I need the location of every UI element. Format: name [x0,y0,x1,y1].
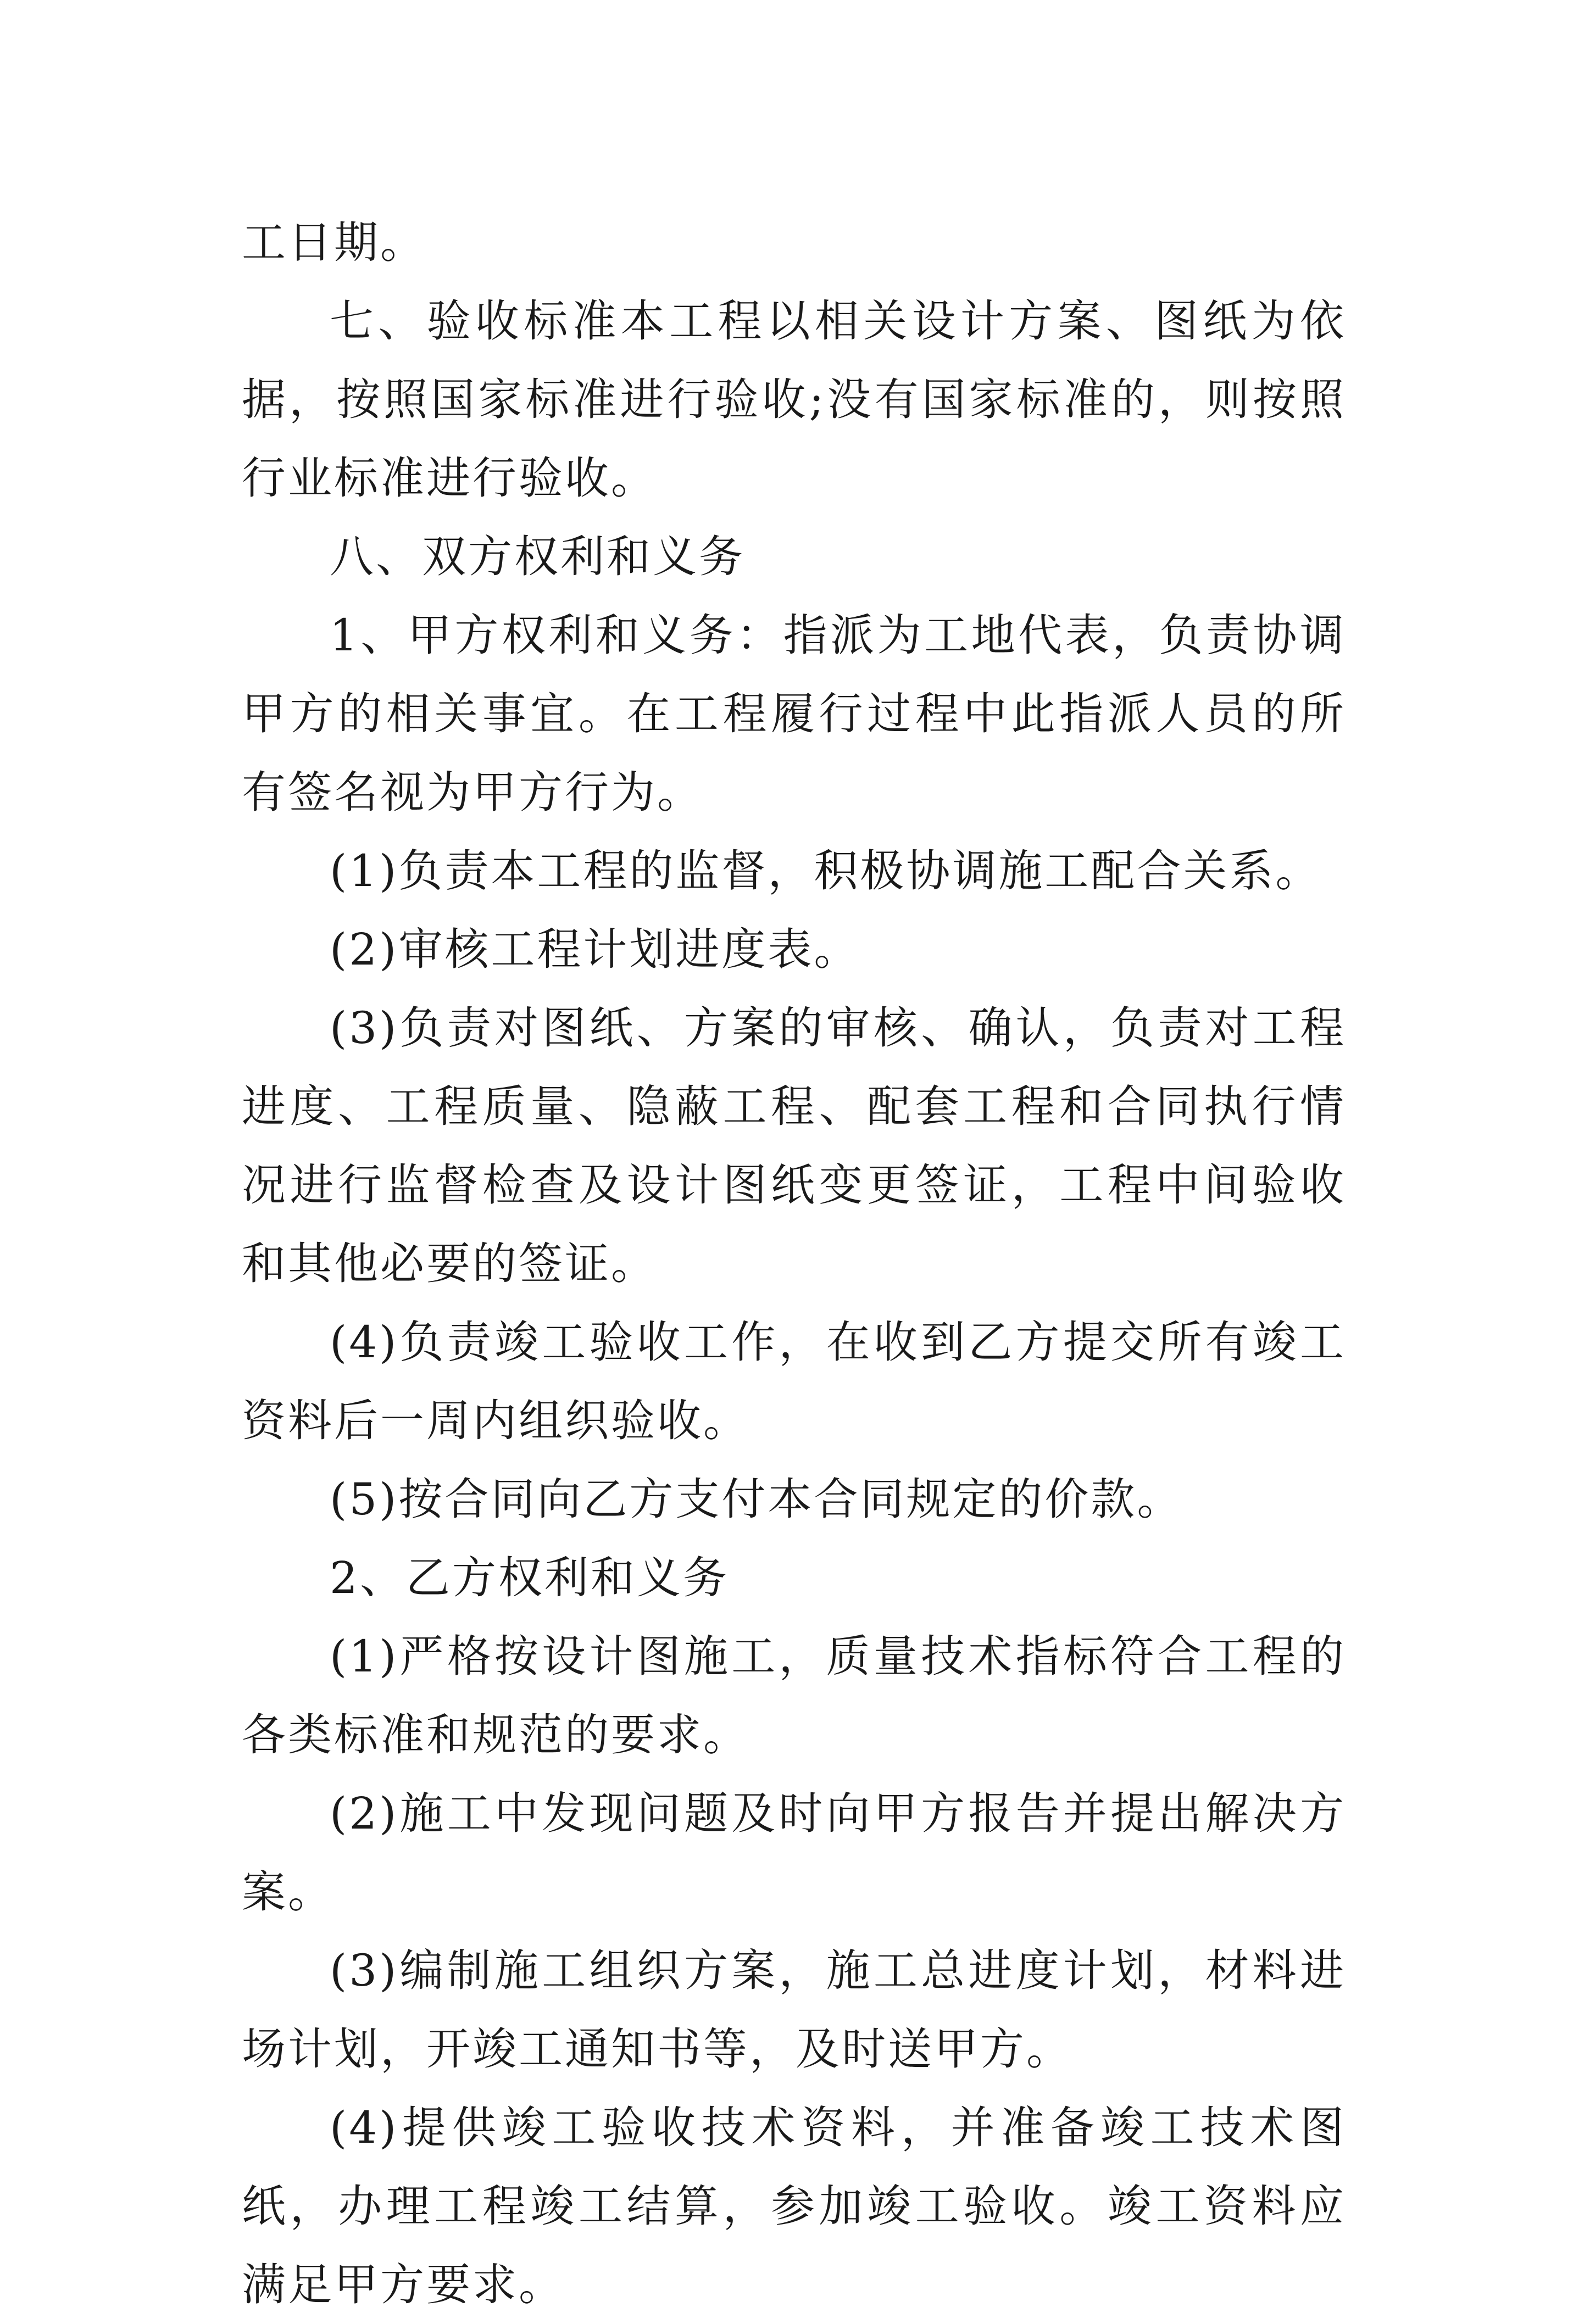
list-item-party-a-3: (3)负责对图纸、方案的审核、确认，负责对工程进度、工程质量、隐蔽工程、配套工程和合同执行情况进行监督检查及设计图纸变更签证，工程中间验收和其他必要的签证。 [242,1002,1346,1289]
paragraph-continuation: 工日期。 [242,217,426,268]
list-item-party-b-1: (1)严格按设计图施工，质量技术指标符合工程的各类标准和规范的要求。 [242,1631,1346,1760]
list-item-party-a-5: (5)按合同向乙方支付本合同规定的价款。 [330,1474,1183,1525]
list-item-party-a-4: (4)负责竣工验收工作，在收到乙方提交所有竣工资料后一周内组织验收。 [242,1317,1346,1446]
paragraph-party-b-rights: 2、乙方权利和义务 [330,1552,729,1603]
list-item-party-a-1: (1)负责本工程的监督，积极协调施工配合关系。 [330,845,1322,896]
list-item-party-b-4: (4)提供竣工验收技术资料，并准备竣工技术图纸，办理工程竣工结算，参加竣工验收。竣工资料应满足甲方要求。 [242,2102,1346,2310]
section-heading-rights-obligations: 八、双方权利和义务 [330,531,745,582]
list-item-party-b-3: (3)编制施工组织方案，施工总进度计划，材料进场计划，开竣工通知书等，及时送甲方。 [242,1945,1346,2075]
document-body [242,203,1346,2324]
paragraph-party-a-rights: 1、甲方权利和义务：指派为工地代表，负责协调甲方的相关事宜。在工程履行过程中此指派人员的所有签名视为甲方行为。 [242,610,1346,818]
paragraph-acceptance-standard: 七、验收标准本工程以相关设计方案、图纸为依据，按照国家标准进行验收;没有国家标准的，则按照行业标准进行验收。 [242,296,1346,504]
list-item-party-b-2: (2)施工中发现问题及时向甲方报告并提出解决方案。 [242,1788,1346,1918]
list-item-party-a-2: (2)审核工程计划进度表。 [330,924,860,975]
